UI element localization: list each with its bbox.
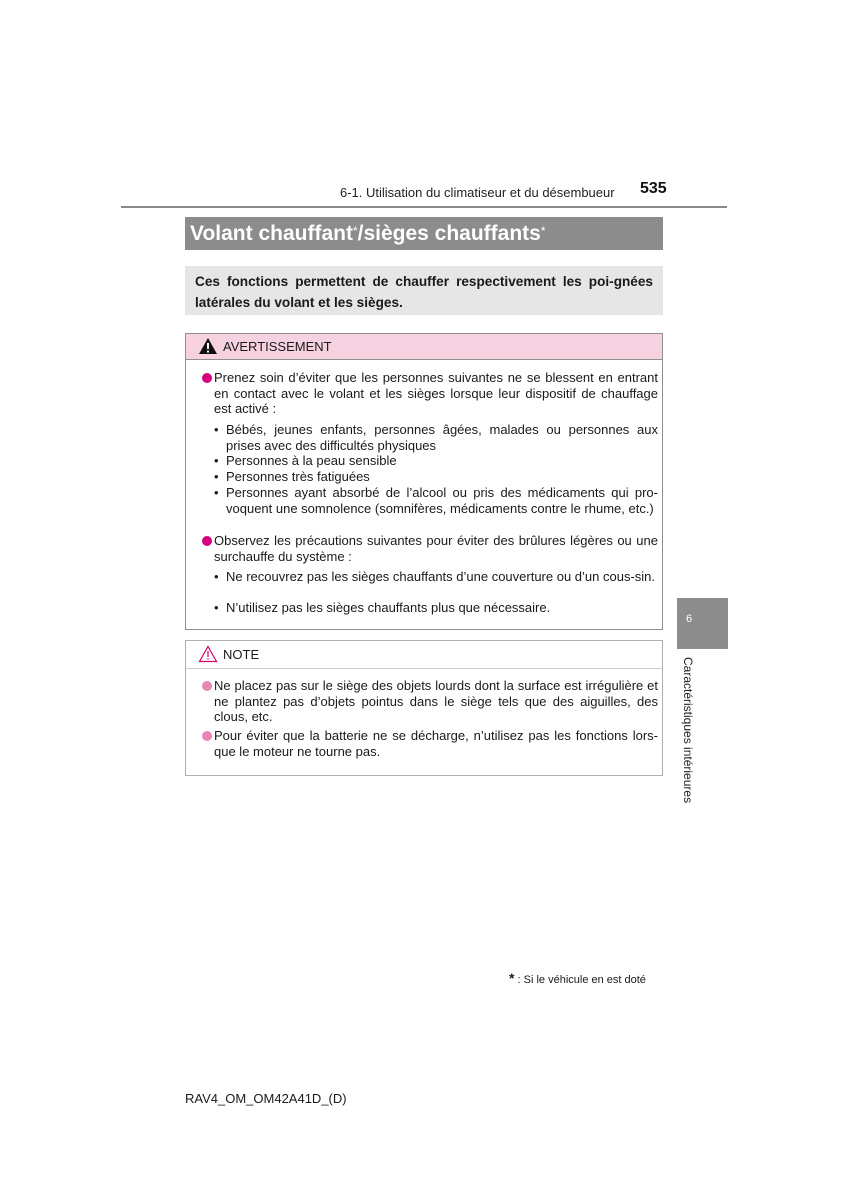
sub-bullet: • <box>214 469 219 484</box>
chapter-label: Caractéristiques intérieures <box>681 657 695 804</box>
title-part-1: Volant chauffant <box>190 222 353 245</box>
page-title <box>190 222 546 245</box>
footnote-text: : Si le véhicule en est doté <box>517 974 646 986</box>
note-label: NOTE <box>223 647 260 662</box>
note-header <box>186 641 662 669</box>
caution-triangle-icon <box>198 645 218 663</box>
footnote-star: * <box>509 970 515 986</box>
warning-sub-item: N’utilisez pas les sièges chauffants plus que nécessaire. <box>226 600 551 615</box>
sub-bullet: • <box>214 453 219 468</box>
bullet-icon <box>202 536 212 546</box>
sub-bullet: • <box>214 422 219 437</box>
intro-box: Ces fonctions permettent de chauffer respectivement les poi-gnées latérales du volant et les sièges. <box>185 266 663 315</box>
title-star-2: * <box>540 224 546 238</box>
section-header: 6-1. Utilisation du climatiseur et du désembueur <box>340 185 615 200</box>
sub-bullet: • <box>214 485 219 500</box>
warning-header <box>186 334 662 360</box>
bullet-icon <box>202 731 212 741</box>
title-part-2: /sièges chauffants <box>357 222 541 245</box>
warning-sub-item: Bébés, jeunes enfants, personnes âgées, malades ou personnes aux prises avec des difficultés physiques <box>226 422 658 453</box>
warning-triangle-icon <box>198 337 218 355</box>
footnote <box>509 970 646 986</box>
title-star: * <box>352 224 358 238</box>
warning-sub-item: Ne recouvrez pas les sièges chauffants d’une couverture ou d’un cous-sin. <box>226 569 656 584</box>
warning-box <box>185 333 663 630</box>
sub-bullet: • <box>214 569 219 584</box>
note-item-1: Ne placez pas sur le siège des objets lourds dont la surface est irrégulière et ne plantez pas d’objets pointus dans le siège tels que des aiguilles, des clous, etc. <box>214 678 658 725</box>
warning-sub-item: Personnes à la peau sensible <box>226 453 397 468</box>
note-item-2: Pour éviter que la batterie ne se décharge, n’utilisez pas les fonctions lors-que le moteur ne tourne pas. <box>214 728 658 759</box>
bullet-icon <box>202 681 212 691</box>
chapter-number: 6 <box>686 613 693 625</box>
header-rule <box>121 206 727 208</box>
warning-label: AVERTISSEMENT <box>223 339 332 354</box>
warning-item-1: Prenez soin d’éviter que les personnes suivantes ne se blessent en entrant en contact avec le volant et les sièges lorsque leur dispositif de chauffage est activé : <box>214 370 658 417</box>
warning-sub-item: Personnes très fatiguées <box>226 469 370 484</box>
document-code: RAV4_OM_OM42A41D_(D) <box>185 1091 347 1106</box>
title-bar <box>185 217 663 250</box>
page-number: 535 <box>640 180 667 197</box>
chapter-tab <box>677 598 728 649</box>
bullet-icon <box>202 373 212 383</box>
warning-sub-item: Personnes ayant absorbé de l’alcool ou pris des médicaments qui pro-voquent une somnolence (somnifères, médicaments contre le rhume, etc.) <box>226 485 658 516</box>
note-box <box>185 640 663 776</box>
sub-bullet: • <box>214 600 219 615</box>
warning-item-2: Observez les précautions suivantes pour éviter des brûlures légères ou une surchauffe du système : <box>214 533 658 564</box>
